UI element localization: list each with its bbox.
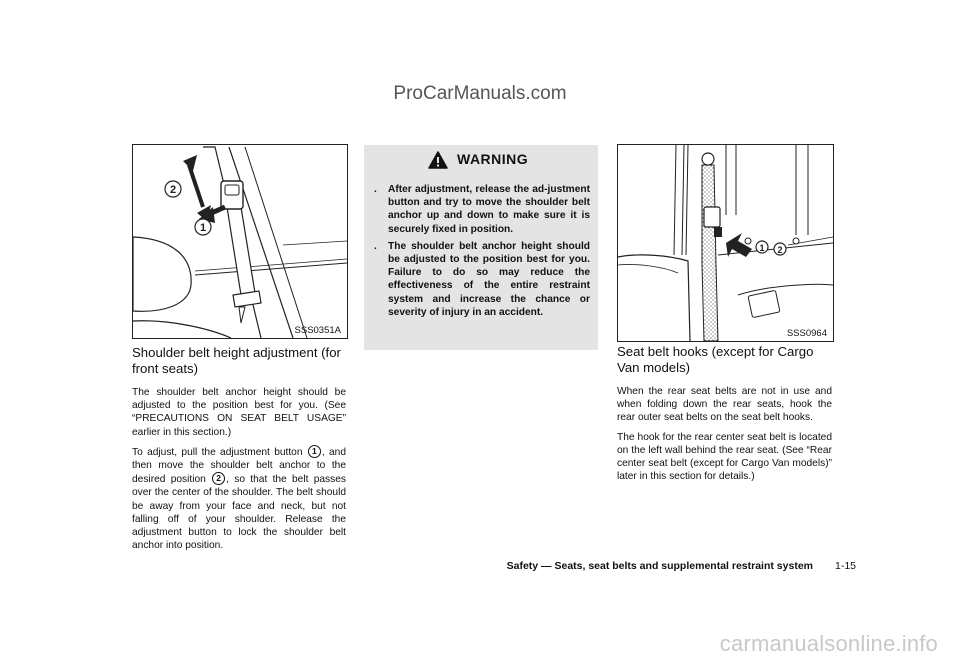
text-run: , so that the belt passes over the center of the shoulder. The belt should be away from your face and neck, but not falling off of your shoulder. Release the adjustment button to lock the shoulder belt anchor into position. [132,474,347,552]
body-paragraph: When the rear seat belts are not in use and when folding down the rear seats, hook the rear outer seat belts on the seat belt hooks. [617,386,832,424]
warning-list [374,183,590,323]
body-paragraph [132,445,346,553]
watermark-bottom: carmanualsonline.info [719,631,938,656]
section-heading: Seat belt hooks (except for Cargo Van models) [617,344,814,375]
shoulder-belt-illustration [133,145,347,338]
bullet: . [374,184,377,195]
page-number: 1-15 [834,560,856,572]
section-heading: Shoulder belt height adjustment (for front seats) [132,345,341,376]
callout-2: 2 [777,245,783,255]
bullet: . [374,240,377,252]
warning-item [374,183,590,236]
figure-shoulder-belt-adjustment [132,144,348,339]
warning-box [364,145,598,350]
callout-1: 1 [759,243,765,253]
callout-2-inline: 2 [212,472,225,485]
seat-belt-hooks-illustration [618,145,833,341]
right-text-column [617,344,832,483]
callout-2: 2 [169,184,177,196]
callout-1-inline: 1 [308,445,321,458]
warning-triangle-icon [428,151,448,169]
warning-title: WARNING [457,151,529,167]
figure-code: SSS0351A [294,325,341,336]
watermark-top: ProCarManuals.com [393,83,567,104]
warning-item-text: After adjustment, release the ad-justment button and try to move the shoulder belt anchor up and down to make sure it is securely fixed in position. [388,184,590,235]
footer-title: Safety — Seats, seat belts and supplemental restraint system [506,560,813,572]
warning-item [374,240,590,319]
adjust-arrow-icon [183,155,211,221]
text-run: To adjust, pull the adjustment button [132,446,303,458]
figure-seat-belt-hooks [617,144,834,342]
callout-1: 1 [199,222,207,234]
left-text-column [132,345,346,552]
figure-code: SSS0964 [786,328,827,339]
warning-item-text: The shoulder belt anchor height should be adjusted to the position best for you. Failure to do so may reduce the effectiveness of the entire restraint system and increase the chance or severity of injury in an accident. [388,240,590,318]
text-run: , and then move the shoulder belt anchor to the desired position [132,446,346,486]
body-paragraph: The shoulder belt anchor height should be adjusted to the position best for you. (See “PRECAUTIONS ON SEAT BELT USAGE” earlier in this section.) [132,387,346,438]
body-paragraph: The hook for the rear center seat belt is located on the left wall behind the rear seat. (See “Rear center seat belt (except for Cargo Van models)” later in this section for details.) [617,431,832,483]
warning-header [364,145,598,173]
